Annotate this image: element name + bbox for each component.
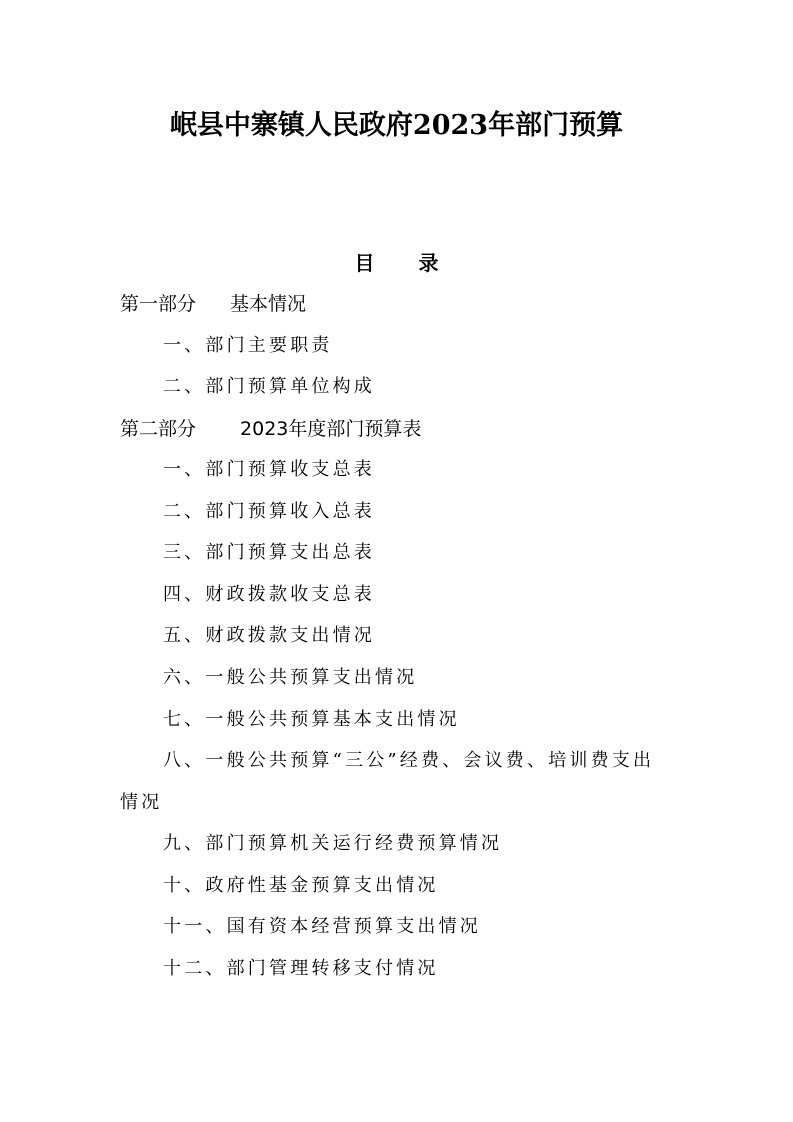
toc-item[interactable]: 六、一般公共预算支出情况 <box>163 667 418 688</box>
toc-item[interactable]: 五、财政拨款支出情况 <box>163 625 375 646</box>
toc-item[interactable]: 十一、国有资本经营预算支出情况 <box>163 916 481 937</box>
toc-item[interactable]: 七、一般公共预算基本支出情况 <box>163 709 460 730</box>
toc-item[interactable]: 十、政府性基金预算支出情况 <box>163 875 439 896</box>
toc-item[interactable]: 一、部门主要职责 <box>163 335 333 356</box>
toc-item[interactable]: 四、财政拨款收支总表 <box>163 584 375 605</box>
toc-item[interactable]: 二、部门预算收入总表 <box>163 501 375 522</box>
document-title: 岷县中寨镇人民政府2023年部门预算 <box>169 110 624 141</box>
toc-part-2 <box>120 415 421 443</box>
toc-item[interactable]: 二、部门预算单位构成 <box>163 376 375 397</box>
toc-part-2-label: 第二部分 <box>120 418 197 440</box>
toc-item[interactable]: 三、部门预算支出总表 <box>163 542 375 563</box>
toc-part-1-label: 第一部分 <box>120 293 197 315</box>
toc-part-2-title: 2023年度部门预算表 <box>240 418 422 440</box>
toc-item[interactable]: 一、部门预算收支总表 <box>163 459 375 480</box>
toc-heading-right: 录 <box>418 251 439 275</box>
toc-item[interactable]: 九、部门预算机关运行经费预算情况 <box>163 833 503 854</box>
toc-heading-left: 目 <box>354 251 375 275</box>
toc-item-continuation[interactable]: 情况 <box>120 792 163 813</box>
toc-part-1 <box>120 290 306 318</box>
toc-item[interactable]: 十二、部门管理转移支付情况 <box>163 958 439 979</box>
toc-item[interactable]: 八、一般公共预算“三公”经费、会议费、培训费支出 <box>163 750 655 771</box>
toc-part-1-title: 基本情况 <box>230 293 307 315</box>
toc-heading <box>0 248 793 278</box>
